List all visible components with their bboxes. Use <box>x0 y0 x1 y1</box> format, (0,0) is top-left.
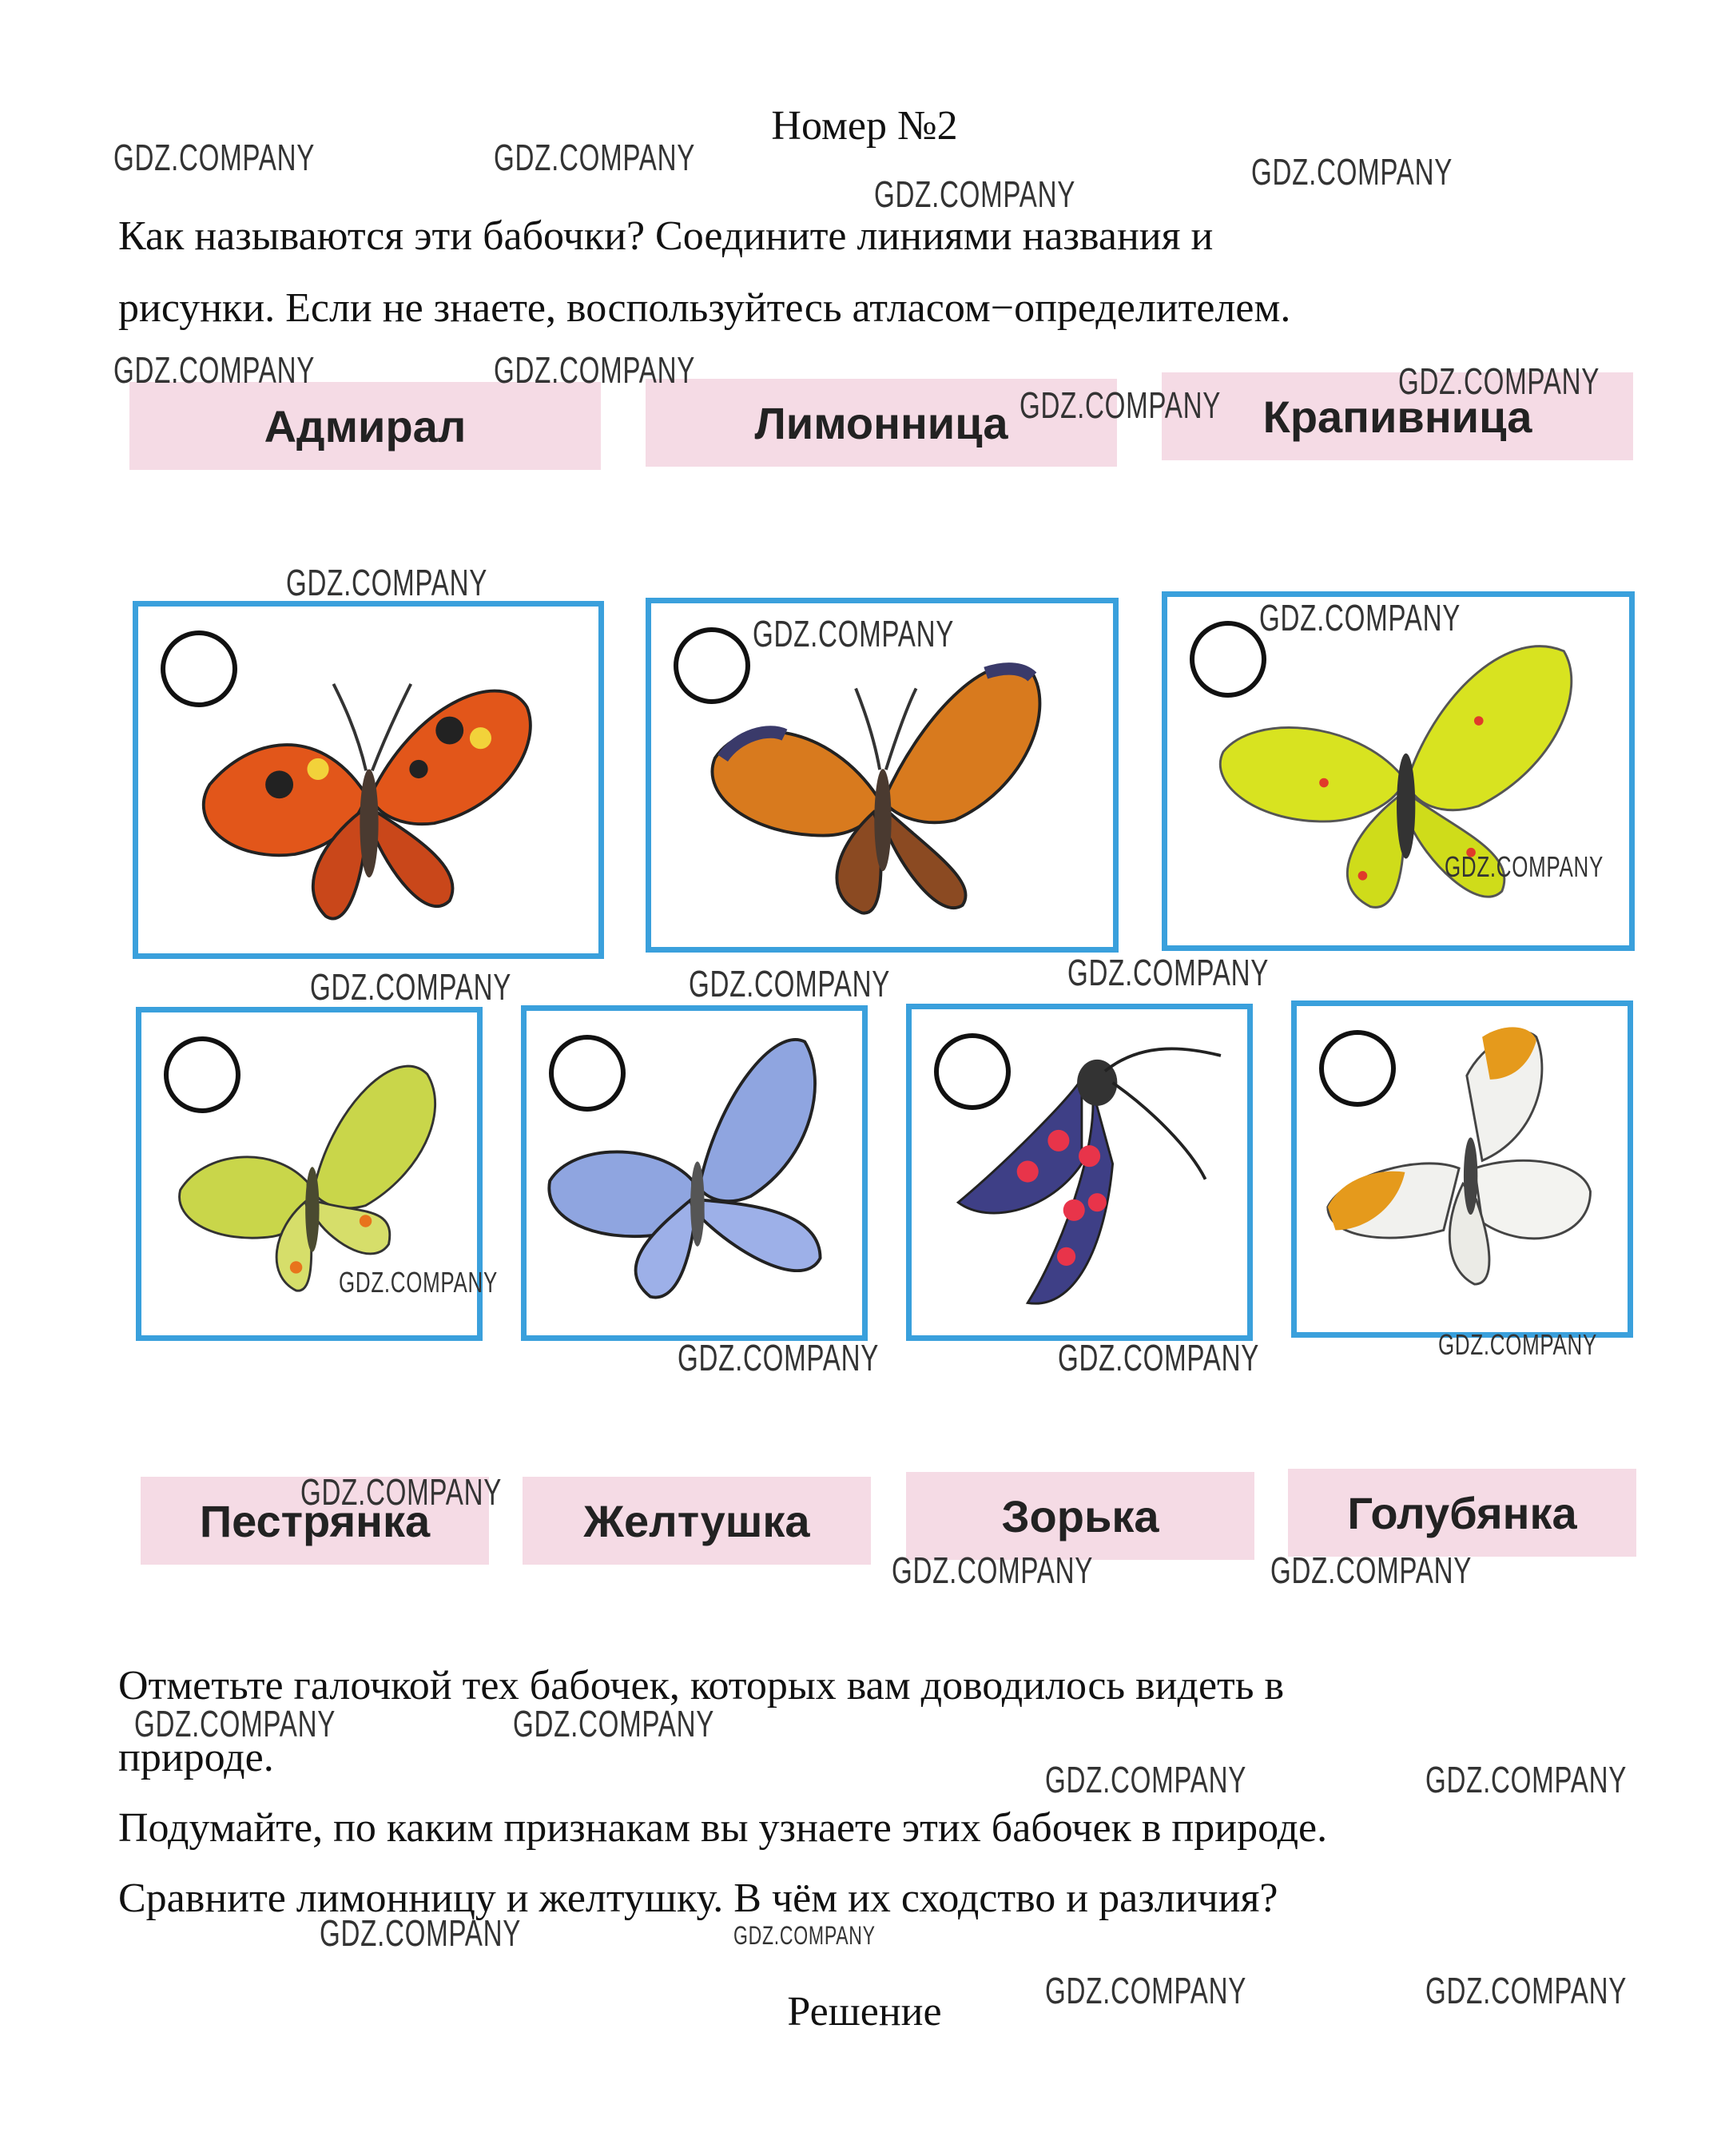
watermark: GDZ.COMPANY <box>320 1912 522 1954</box>
label-admiral[interactable]: Адмирал <box>129 382 601 470</box>
watermark: GDZ.COMPANY <box>494 137 696 178</box>
watermark: GDZ.COMPANY <box>286 562 488 603</box>
label-golubyanka[interactable]: Голубянка <box>1288 1469 1636 1557</box>
check-circle[interactable] <box>1319 1030 1396 1107</box>
watermark: GDZ.COMPANY <box>892 1549 1094 1591</box>
watermark: GDZ.COMPANY <box>1425 1759 1628 1800</box>
watermark: GDZ.COMPANY <box>310 966 512 1008</box>
watermark: GDZ.COMPANY <box>300 1471 503 1513</box>
watermark: GDZ.COMPANY <box>689 963 891 1004</box>
butterfly-card-5 <box>521 1005 868 1341</box>
watermark: GDZ.COMPANY <box>1058 1337 1260 1378</box>
question-2: Подумайте, по каким признакам вы узнаете этих бабочек в природе. <box>118 1805 1328 1851</box>
watermark: GDZ.COMPANY <box>1259 597 1461 638</box>
page-title: Номер №2 <box>771 103 958 149</box>
watermark: GDZ.COMPANY <box>494 349 696 391</box>
watermark: GDZ.COMPANY <box>1270 1549 1473 1591</box>
check-circle[interactable] <box>164 1036 240 1113</box>
watermark: GDZ.COMPANY <box>1067 952 1270 993</box>
watermark: GDZ.COMPANY <box>753 613 955 654</box>
check-circle[interactable] <box>1190 621 1266 698</box>
label-zorka[interactable]: Зорька <box>906 1472 1254 1560</box>
butterfly-card-6 <box>906 1004 1253 1341</box>
watermark: GDZ.COMPANY <box>1398 360 1600 402</box>
butterfly-card-7 <box>1291 1000 1633 1338</box>
question-3: Сравните лимонницу и желтушку. В чём их сходство и различия? <box>118 1876 1278 1921</box>
watermark: GDZ.COMPANY <box>1045 1970 1247 2011</box>
label-limonnitsa[interactable]: Лимонница <box>646 379 1117 467</box>
butterfly-card-3 <box>1162 591 1635 951</box>
watermark: GDZ.COMPANY <box>733 1921 876 1950</box>
watermark: GDZ.COMPANY <box>1445 850 1604 883</box>
label-pestryanka[interactable]: Пестрянка <box>141 1477 489 1565</box>
watermark: GDZ.COMPANY <box>339 1266 498 1299</box>
watermark: GDZ.COMPANY <box>1045 1759 1247 1800</box>
check-circle[interactable] <box>934 1033 1011 1110</box>
watermark: GDZ.COMPANY <box>513 1703 715 1744</box>
label-krapivnitsa[interactable]: Крапивница <box>1162 372 1633 460</box>
watermark: GDZ.COMPANY <box>678 1337 880 1378</box>
watermark: GDZ.COMPANY <box>113 137 316 178</box>
watermark: GDZ.COMPANY <box>1020 384 1222 426</box>
question-1-line-2: природе. <box>118 1735 274 1780</box>
solution-heading: Решение <box>787 1989 942 2035</box>
watermark: GDZ.COMPANY <box>1251 151 1453 193</box>
watermark: GDZ.COMPANY <box>1438 1328 1597 1361</box>
check-circle[interactable] <box>549 1035 626 1112</box>
check-circle[interactable] <box>161 630 237 707</box>
watermark: GDZ.COMPANY <box>134 1703 336 1744</box>
watermark: GDZ.COMPANY <box>1425 1970 1628 2011</box>
watermark: GDZ.COMPANY <box>874 173 1076 215</box>
butterfly-card-1 <box>133 601 604 959</box>
instruction-line-2: рисунки. Если не знаете, воспользуйтесь атласом−определителем. <box>118 285 1291 331</box>
check-circle[interactable] <box>674 627 750 704</box>
watermark: GDZ.COMPANY <box>113 349 316 391</box>
label-zheltushka[interactable]: Желтушка <box>523 1477 871 1565</box>
question-1-line-1: Отметьте галочкой тех бабочек, которых вам доводилось видеть в <box>118 1663 1285 1708</box>
instruction-line-1: Как называются эти бабочки? Соедините линиями названия и <box>118 213 1214 259</box>
